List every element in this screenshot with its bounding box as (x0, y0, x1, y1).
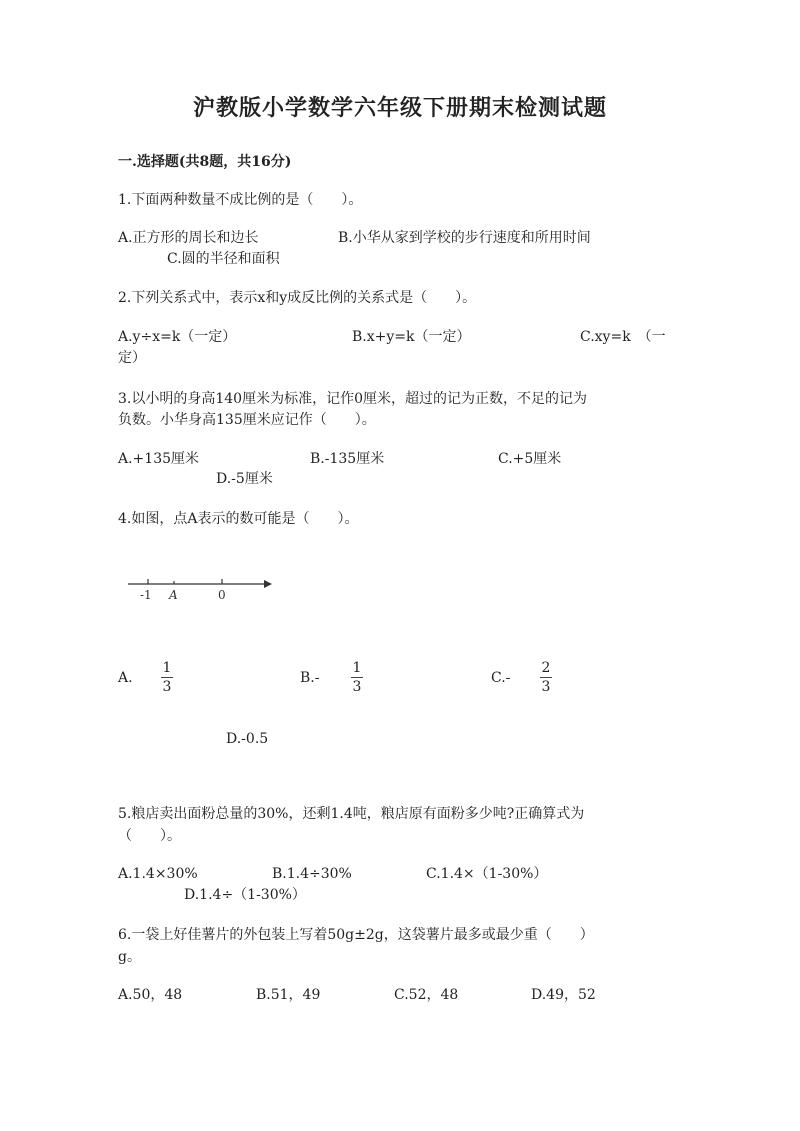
page-title: 沪教版小学数学六年级下册期末检测试题 (192, 95, 607, 121)
question-2-option-a: A.y÷x=k（一定） (118, 329, 237, 345)
question-4-option-d: D.-0.5 (226, 731, 269, 747)
label-point-a: A (169, 588, 178, 602)
question-3-stem-line-2: 负数。小华身高135厘米应记作（ ）。 (118, 412, 376, 428)
fraction-numerator: 1 (162, 660, 172, 676)
fraction-bar (161, 677, 173, 678)
question-2-stem: 2.下列关系式中，表示x和y成反比例的关系式是（ ）。 (118, 290, 477, 306)
question-6-stem-line-2: g。 (118, 949, 141, 965)
question-3-option-b: B.-135厘米 (310, 451, 385, 467)
question-5-stem-line-1: 5.粮店卖出面粉总量的30%，还剩1.4吨，粮店原有面粉多少吨?正确算式为 (118, 806, 585, 822)
question-4-option-c-fraction (539, 660, 553, 695)
question-2-option-b: B.x+y=k（一定） (352, 329, 471, 345)
question-3-option-a: A.+135厘米 (118, 451, 200, 467)
section-heading-multiple-choice: 一.选择题(共8题，共16分) (118, 154, 292, 170)
question-3-stem-line-1: 3.以小明的身高140厘米为标准，记作0厘米，超过的记为正数，不足的记为 (118, 391, 587, 407)
question-5-option-d: D.1.4÷（1-30%） (184, 887, 306, 903)
fraction-bar (540, 677, 552, 678)
question-2-option-c-wrap: 定） (118, 350, 146, 366)
question-2-option-c: C.xy=k （一 (580, 329, 666, 345)
label-neg1: -1 (140, 588, 152, 602)
fraction-denominator: 3 (352, 679, 362, 695)
question-5-stem-line-2: （ ）。 (118, 828, 181, 844)
question-4-option-a-fraction (160, 660, 174, 695)
question-4-option-c-prefix: C.- (491, 670, 511, 686)
arrow-right-icon (264, 580, 272, 588)
question-1-option-b: B.小华从家到学校的步行速度和所用时间 (338, 230, 591, 246)
number-line-figure (126, 572, 276, 606)
question-4-option-b-fraction (350, 660, 364, 695)
fraction-numerator: 1 (352, 660, 362, 676)
label-zero: 0 (218, 588, 226, 602)
question-5-option-c: C.1.4×（1-30%） (426, 866, 548, 882)
question-1-option-c: C.圆的半径和面积 (167, 251, 280, 267)
question-4-option-b-prefix: B.- (300, 670, 320, 686)
question-6-stem-line-1: 6.一袋上好佳薯片的外包装上写着50g±2g，这袋薯片最多或最少重（ ） (118, 927, 594, 943)
question-6-option-b: B.51，49 (256, 987, 321, 1003)
question-4-stem: 4.如图，点A表示的数可能是（ ）。 (118, 511, 359, 527)
question-3-option-d: D.-5厘米 (216, 471, 273, 487)
question-5-option-b: B.1.4÷30% (272, 866, 352, 882)
fraction-denominator: 3 (541, 679, 551, 695)
question-3-option-c: C.+5厘米 (498, 451, 562, 467)
question-1-option-a: A.正方形的周长和边长 (118, 230, 259, 246)
fraction-denominator: 3 (162, 679, 172, 695)
question-6-option-a: A.50，48 (118, 987, 183, 1003)
question-6-option-c: C.52，48 (394, 987, 459, 1003)
question-6-option-d: D.49，52 (531, 987, 596, 1003)
question-1-stem: 1.下面两种数量不成比例的是（ ）。 (118, 192, 363, 208)
fraction-bar (351, 677, 363, 678)
question-5-option-a: A.1.4×30% (118, 866, 198, 882)
question-4-option-a-prefix: A. (118, 670, 133, 686)
fraction-numerator: 2 (541, 660, 551, 676)
